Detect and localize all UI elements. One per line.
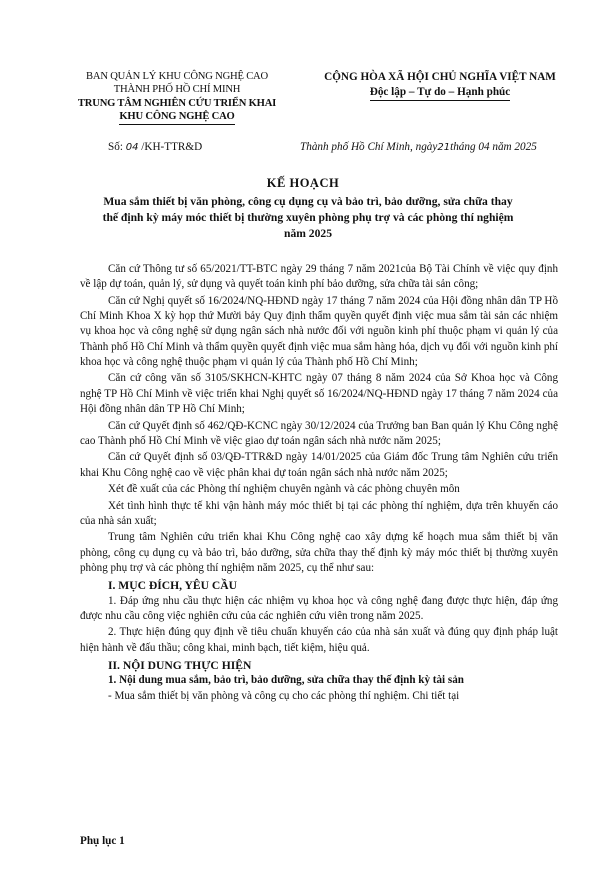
- paragraph-content-1: - Mua sắm thiết bị văn phòng và công cụ cho các phòng thí nghiệm. Chi tiết tại: [108, 689, 460, 702]
- paragraph-legal-basis-1: Căn cứ Thông tư số 65/2021/TT-BTC ngày 29 tháng 7 năm 2021của Bộ Tài Chính về việc quy định về lập dự toán, quản lý, sử dụng và quyết toán kinh phí bảo dưỡng, sửa chữa tài sản công;: [80, 263, 558, 291]
- paragraph-intro: Trung tâm Nghiên cứu triển khai Khu Công nghệ cao xây dựng kế hoạch mua sắm thiết bị văn phòng, công cụ dụng cụ và bảo trì, bảo dưỡng, sửa chữa thay thế định kỳ máy móc thiết bị thường xuyên phòng phụ trợ và các phòng thí nghiệm năm 2025, cụ thể như sau:: [80, 531, 558, 574]
- section-heading-purpose: I. MỤC ĐÍCH, YÊU CẦU: [108, 579, 238, 593]
- appendix-reference: Phụ lục 1: [80, 835, 125, 847]
- motto: Độc lập – Tự do – Hạnh phúc: [370, 85, 511, 101]
- paragraph-legal-basis-2: Căn cứ Nghị quyết số 16/2024/NQ-HĐND ngày 17 tháng 7 năm 2024 của Hội đồng nhân dân TP Hồ Chí Minh Khoa X kỳ họp thứ Mười bảy Quy định thẩm quyền quyết định việc mua sắm tài sản các nhiệm vụ khoa học và công nghệ sử dụng ngân sách nhà nước đối với nguồn kinh phí thuộc phạm vi quản lý của Thành phố Hồ Chí Minh và thẩm quyền quyết định việc mua sắm hàng hóa, dịch vụ đối với nguồn kinh phí khoa học và công nghệ thuộc phạm vi quản lý của Thành phố Hồ Chí Minh;: [80, 294, 558, 368]
- document-title: KẾ HOẠCH: [266, 176, 340, 190]
- center-line-2: KHU CÔNG NGHỆ CAO: [119, 110, 234, 124]
- paragraph-purpose-2: 2. Thực hiện đúng quy định về tiêu chuẩn khuyến cáo của nhà sản xuất và đúng quy định pháp luật hiện hành về đấu thầu; công khai, minh bạch, tiết kiệm, hiệu quả.: [80, 626, 558, 654]
- paragraph-proposal: Xét đề xuất của các Phòng thí nghiệm chuyên ngành và các phòng chuyên môn: [108, 483, 460, 496]
- section-heading-content: II. NỘI DUNG THỰC HIỆN: [108, 658, 252, 672]
- paragraph-legal-basis-5: Căn cứ Quyết định số 03/QĐ-TTR&D ngày 14/01/2025 của Giám đốc Trung tâm Nghiên cứu triển khai Khu Công nghệ cao về việc phân khai dự toán ngân sách nhà nước năm 2025;: [80, 451, 558, 479]
- center-line-1: TRUNG TÂM NGHIÊN CỨU TRIỂN KHAI: [77, 97, 277, 109]
- document-subtitle: Mua sắm thiết bị văn phòng, công cụ dụng cụ và bảo trì, bảo dưỡng, sửa chữa thay thế định kỳ máy móc thiết bị thường xuyên phòng phụ trợ và các phòng thí nghiệm năm 2025: [102, 195, 514, 240]
- handwritten-day: 21: [437, 142, 451, 153]
- document-body: [80, 262, 558, 705]
- agency-line-1: BAN QUẢN LÝ KHU CÔNG NGHỆ CAO: [86, 71, 268, 82]
- document-number: Số: 04 /KH-TTR&D: [108, 141, 203, 153]
- paragraph-purpose-1: 1. Đáp ứng nhu cầu thực hiện các nhiệm vụ khoa học và công nghệ đang được thực hiện, đáp ứng được nhu cầu công việc nghiên cứu của các nghiên cứu viên trong năm 2025.: [80, 594, 558, 622]
- issue-date: Thành phố Hồ Chí Minh, ngày21tháng 04 năm 2025: [300, 141, 537, 153]
- handwritten-number: 04: [125, 142, 139, 153]
- paragraph-situation: Xét tình hình thực tế khi vận hành máy móc thiết bị tại các phòng thí nghiệm, dựa trên khuyến cáo của nhà sản xuất;: [80, 499, 558, 527]
- subsection-heading-1: 1. Nội dung mua sắm, bảo trì, bảo dưỡng, sửa chữa thay thế định kỳ tài sản: [108, 674, 464, 687]
- issuing-agency-block: [62, 70, 292, 125]
- nation-title: CỘNG HÒA XÃ HỘI CHỦ NGHĨA VIỆT NAM: [324, 71, 556, 83]
- national-header-block: [305, 70, 575, 101]
- paragraph-legal-basis-4: Căn cứ Quyết định số 462/QĐ-KCNC ngày 30/12/2024 của Trưởng ban Ban quản lý Khu Công nghệ cao Thành phố Hồ Chí Minh về việc giao dự toán ngân sách nhà nước năm 2025;: [80, 419, 558, 447]
- agency-line-2: THÀNH PHỐ HỒ CHÍ MINH: [113, 84, 241, 96]
- paragraph-legal-basis-3: Căn cứ công văn số 3105/SKHCN-KHTC ngày 07 tháng 8 năm 2024 của Sở Khoa học và Công nghệ TP Hồ Chí Minh về việc triển khai Nghị quyết số 16/2024/NQ-HĐND ngày 17 tháng 7 năm 2024 của Hội đồng nhân dân TP Hồ Chí Minh;: [80, 372, 558, 416]
